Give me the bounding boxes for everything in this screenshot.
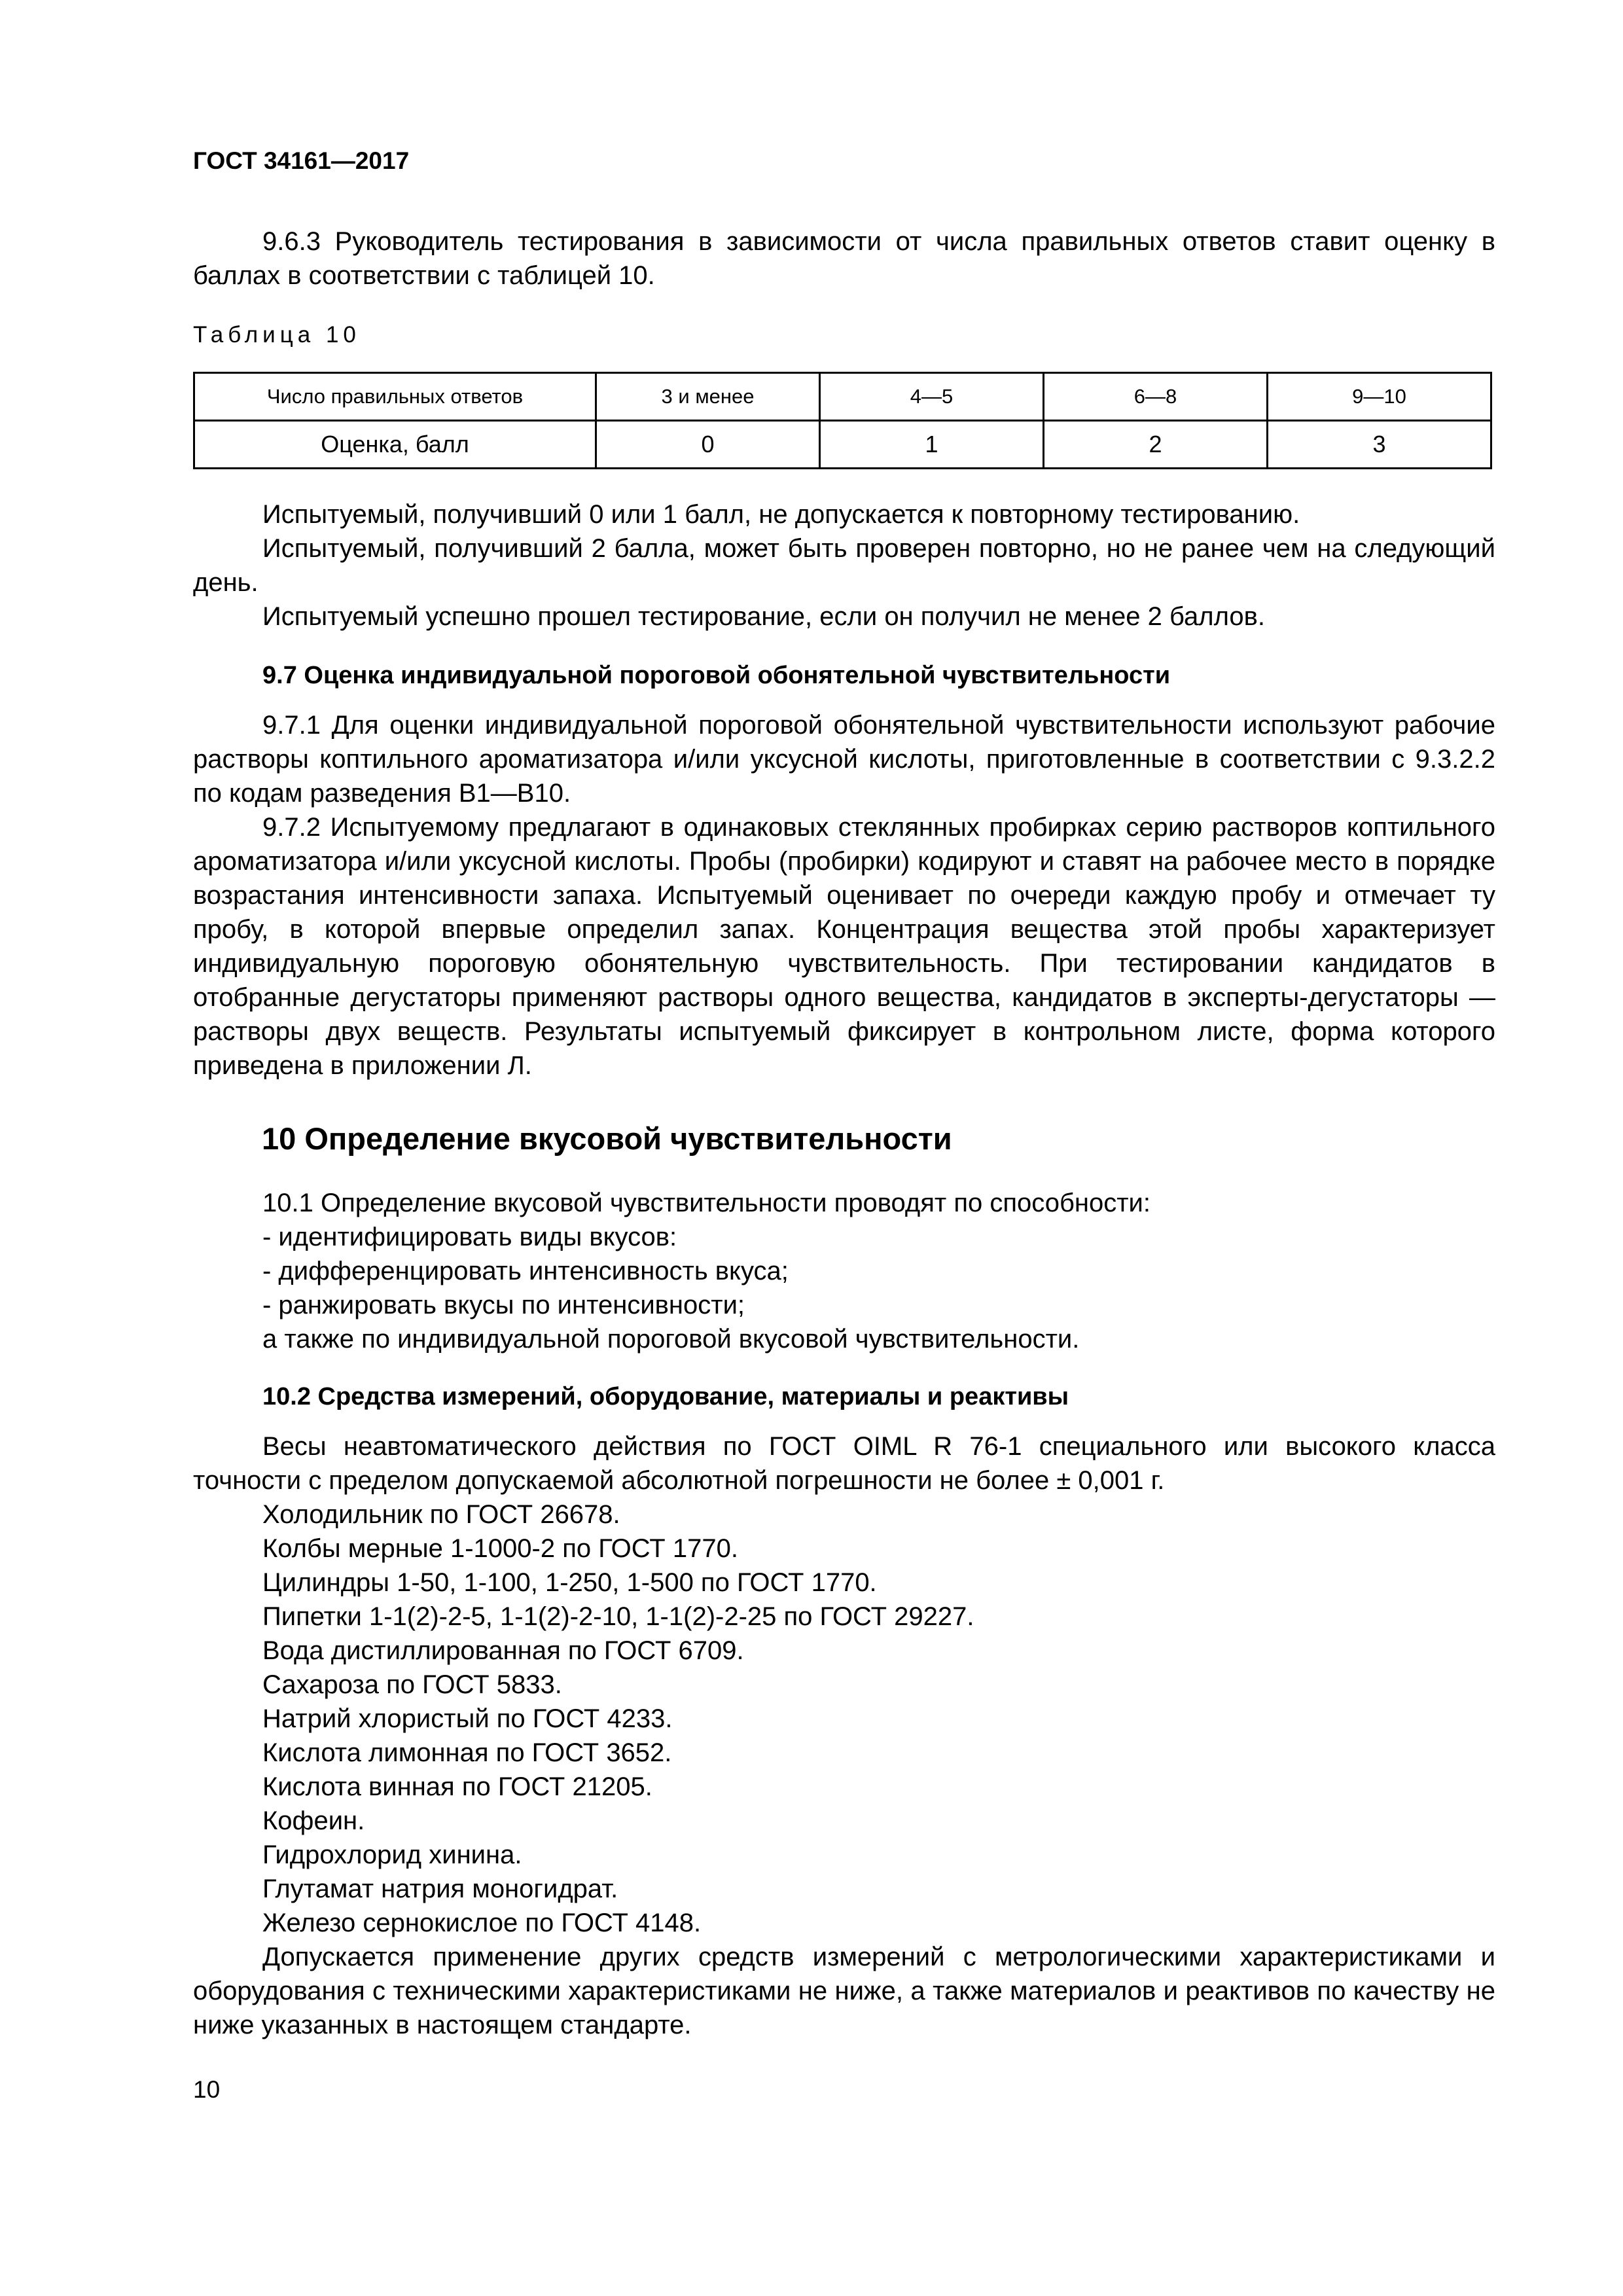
list-item: а также по индивидуальной пороговой вкусовой чувствительности. bbox=[262, 1325, 1080, 1354]
table-cell: 6—8 bbox=[1044, 373, 1268, 421]
list-item: Цилиндры 1-50, 1-100, 1-250, 1-500 по ГОСТ 1770. bbox=[262, 1568, 877, 1597]
list-item: Колбы мерные 1-1000-2 по ГОСТ 1770. bbox=[262, 1534, 738, 1563]
list-item: Натрий хлористый по ГОСТ 4233. bbox=[262, 1704, 673, 1733]
paragraph-9-6-3: 9.6.3 Руководитель тестирования в зависимости от числа правильных ответов ставит оценку в баллах в соответствии с таблицей 10. bbox=[193, 227, 1495, 290]
paragraph-9-7-1: 9.7.1 Для оценки индивидуальной пороговой обонятельной чувствительности используют рабочие растворы коптильного ароматизатора и/или уксусной кислоты, приготовленные в соответствии с 9.3.2.2 по кодам разведения В1—В10. bbox=[193, 711, 1495, 808]
document-header: ГОСТ 34161—2017 bbox=[193, 147, 410, 174]
list-item: - дифференцировать интенсивность вкуса; bbox=[262, 1257, 789, 1285]
paragraph-9-7-2: 9.7.2 Испытуемому предлагают в одинаковых стеклянных пробирках серию растворов коптильного ароматизатора и/или уксусной кислоты. Пробы (пробирки) кодируют и ставят на рабочее место в порядке возрастания интенсивности запаха. Испытуемый оценивает по очереди каждую пробу и отмечает ту пробу, в которой впервые определил запах. Концентрация вещества этой пробы характеризует индивидуальную пороговую обонятельную чувствительность. При тестировании кандидатов в отобранные дегустаторы применяют растворы одного вещества, кандидатов в эксперты-дегустаторы — растворы двух веществ. Результаты испытуемый фиксирует в контрольном листе, форма которого приведена в приложении Л. bbox=[193, 813, 1495, 1080]
list-item: 10.1 Определение вкусовой чувствительности проводят по способности: bbox=[262, 1189, 1150, 1217]
paragraph-allowed: Допускается применение других средств измерений с метрологическими характеристиками и оборудования с техническими характеристиками не ниже, а также материалов и реактивов по качеству не ниже указанных в настоящем стандарте. bbox=[193, 1943, 1495, 2039]
list-item: Кислота лимонная по ГОСТ 3652. bbox=[262, 1738, 672, 1767]
paragraph: Испытуемый, получивший 0 или 1 балл, не допускается к повторному тестированию. bbox=[262, 500, 1300, 529]
list-item: Холодильник по ГОСТ 26678. bbox=[262, 1500, 620, 1529]
table-cell: 0 bbox=[596, 421, 820, 469]
table-cell: 3 bbox=[1268, 421, 1491, 469]
list-item: Пипетки 1-1(2)-2-5, 1-1(2)-2-10, 1-1(2)-2-25 по ГОСТ 29227. bbox=[262, 1602, 974, 1631]
list-item: - идентифицировать виды вкусов: bbox=[262, 1223, 677, 1251]
list-item: Вода дистиллированная по ГОСТ 6709. bbox=[262, 1636, 744, 1665]
table-cell: 4—5 bbox=[820, 373, 1044, 421]
section-10-body bbox=[193, 1186, 1495, 2042]
table-caption: Таблица 10 bbox=[193, 322, 361, 348]
section-heading-10-2: 10.2 Средства измерений, оборудование, материалы и реактивы bbox=[262, 1383, 1069, 1410]
list-item: Глутамат натрия моногидрат. bbox=[262, 1874, 618, 1903]
page-number: 10 bbox=[193, 2076, 221, 2103]
list-item: Сахароза по ГОСТ 5833. bbox=[262, 1670, 562, 1699]
table-cell: 2 bbox=[1044, 421, 1268, 469]
paragraph-scales: Весы неавтоматического действия по ГОСТ OIML R 76-1 специального или высокого класса точности с пределом допускаемой абсолютной погрешности не более ± 0,001 г. bbox=[193, 1432, 1495, 1495]
list-item: Кислота винная по ГОСТ 21205. bbox=[262, 1772, 652, 1801]
section-9-6-3 bbox=[193, 224, 1495, 293]
table-row-header: Число правильных ответов bbox=[194, 373, 596, 421]
list-item: - ранжировать вкусы по интенсивности; bbox=[262, 1291, 745, 1319]
list-item: Кофеин. bbox=[262, 1806, 365, 1835]
list-item: Железо сернокислое по ГОСТ 4148. bbox=[262, 1909, 702, 1937]
table-row-header: Оценка, балл bbox=[194, 421, 596, 469]
table-row bbox=[194, 421, 1491, 469]
section-heading-10: 10 Определение вкусовой чувствительности bbox=[262, 1121, 952, 1156]
paragraph: Испытуемый успешно прошел тестирование, если он получил не менее 2 баллов. bbox=[262, 602, 1265, 631]
section-heading-9-7: 9.7 Оценка индивидуальной пороговой обонятельной чувствительности bbox=[262, 662, 1171, 689]
section-9-6-body bbox=[193, 497, 1495, 1083]
paragraph: Испытуемый, получивший 2 балла, может быть проверен повторно, но не ранее чем на следующий день. bbox=[193, 534, 1495, 597]
table-cell: 1 bbox=[820, 421, 1044, 469]
table-cell: 3 и менее bbox=[596, 373, 820, 421]
table-row bbox=[194, 373, 1491, 421]
list-item: Гидрохлорид хинина. bbox=[262, 1840, 522, 1869]
scoring-table bbox=[193, 372, 1492, 469]
table-cell: 9—10 bbox=[1268, 373, 1491, 421]
